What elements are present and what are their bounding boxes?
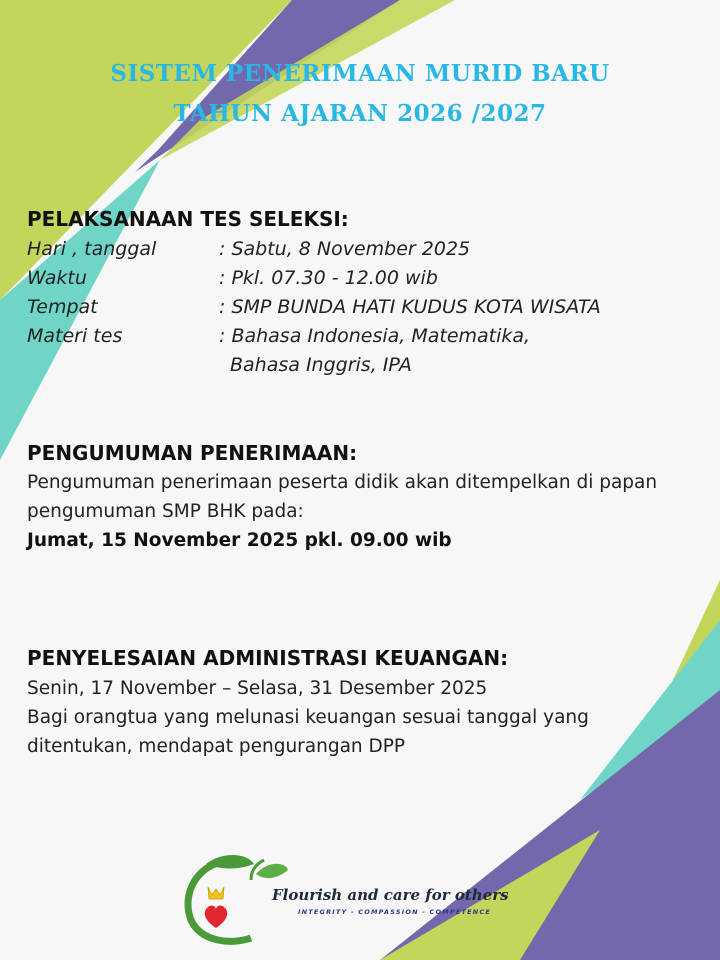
test-row-label: Hari , tanggal (27, 238, 157, 260)
page-title-line-2: TAHUN AJARAN 2026 /2027 (173, 100, 547, 127)
finance-line-1: Senin, 17 November – Selasa, 31 Desember 2025 (27, 678, 488, 699)
announcement-line-1: Pengumuman penerimaan peserta didik akan ditempelkan di papan (27, 472, 658, 493)
test-row-time (27, 267, 707, 293)
test-row-place (27, 296, 707, 322)
test-row-value: : Sabtu, 8 November 2025 (219, 238, 471, 260)
test-row-label: Waktu (27, 267, 87, 289)
test-heading: PELAKSANAAN TES SELEKSI: (27, 207, 349, 231)
announcement-line-2: pengumuman SMP BHK pada: (27, 501, 304, 522)
logo-slogan: Flourish and care for others (272, 886, 509, 904)
finance-heading: PENYELESAIAN ADMINISTRASI KEUANGAN: (27, 646, 509, 670)
finance-line-2: Bagi orangtua yang melunasi keuangan sesuai tanggal yang (27, 707, 589, 728)
heart-icon (205, 906, 228, 928)
announcement-date: Jumat, 15 November 2025 pkl. 09.00 wib (27, 530, 452, 551)
announcement-heading: PENGUMUMAN PENERIMAAN: (27, 441, 358, 465)
logo-values: INTEGRITY - COMPASSION - COMPETENCE (298, 908, 492, 916)
test-row-subjects-continued (27, 354, 707, 380)
finance-line-3: ditentukan, mendapat pengurangan DPP (27, 736, 406, 757)
page-title-line-1: SISTEM PENERIMAAN MURID BARU (110, 60, 610, 87)
test-row-subjects (27, 325, 707, 351)
crown-icon (208, 887, 224, 899)
test-row-label: Materi tes (27, 325, 123, 347)
test-row-value: : Bahasa Indonesia, Matematika, (219, 325, 531, 347)
test-subjects-continuation: Bahasa Inggris, IPA (230, 354, 412, 376)
test-row-day (27, 238, 707, 264)
test-row-value: : Pkl. 07.30 - 12.00 wib (219, 267, 438, 289)
test-row-value: : SMP BUNDA HATI KUDUS KOTA WISATA (219, 296, 601, 318)
test-row-label: Tempat (27, 296, 98, 318)
